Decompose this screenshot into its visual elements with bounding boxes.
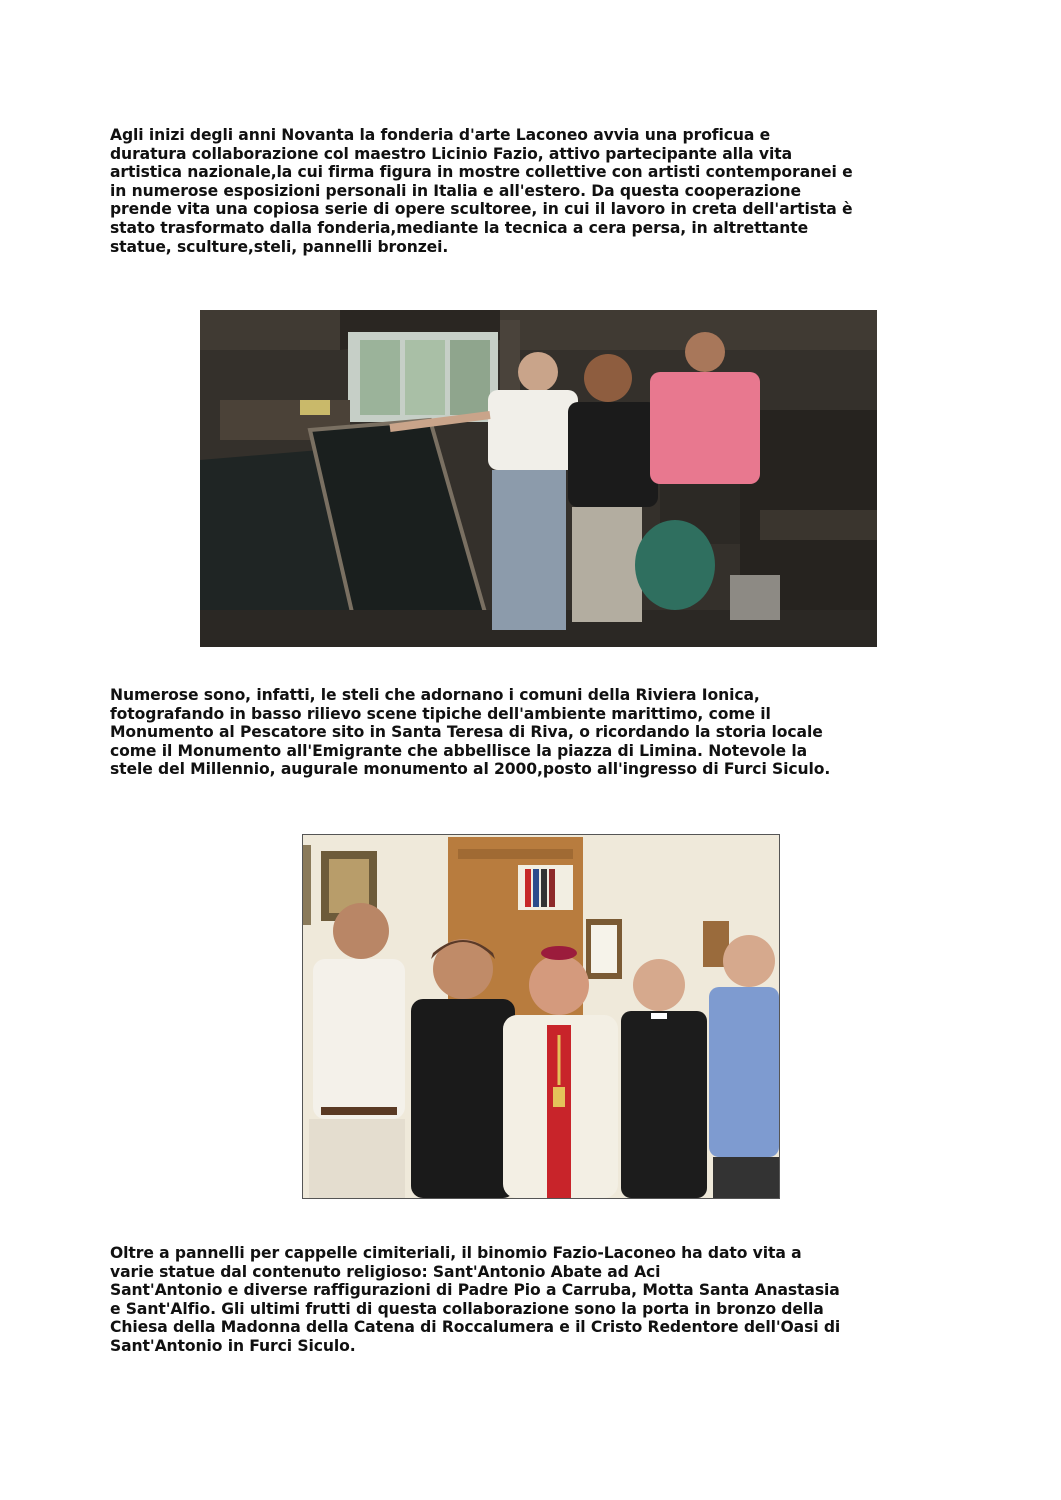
group-photo [302, 834, 780, 1199]
steles-paragraph: Numerose sono, infatti, le steli che adornano i comuni della Riviera Ionica, fotografando in basso rilievo scene tipiche dell'ambiente marittimo, come il Monumento al Pescatore sito in Santa Teresa di Riva, o ricordando la storia locale come il Monumento all'Emigrante che abbellisce la piazza di Limina. Notevole la stele del Millennio, augurale monumento al 2000,posto all'ingresso di Furci Siculo. [110, 686, 831, 779]
intro-paragraph: Agli inizi degli anni Novanta la fonderia d'arte Laconeo avvia una proficua e duratura collaborazione col maestro Licinio Fazio, attivo partecipante alla vita artistica nazionale,la cui firma figura in mostre collettive con artisti contemporanei e in numerose esposizioni personali in Italia e all'estero. Da questa cooperazione prende vita una copiosa serie di opere scultoree, in cui il lavoro in creta dell'artista è stato trasformato dalla fonderia,mediante la tecnica a cera persa, in altrettante statue, sculture,steli, pannelli bronzei. [110, 126, 853, 256]
religious-statues-paragraph: Oltre a pannelli per cappelle cimiteriali, il binomio Fazio-Laconeo ha dato vita a varie statue dal contenuto religioso: Sant'Antonio Abate ad Aci Sant'Antonio e diverse raffigurazioni di Padre Pio a Carruba, Motta Santa Anastasia e Sant'Alfio. Gli ultimi frutti di questa collaborazione sono la porta in bronzo della Chiesa della Madonna della Catena di Roccalumera e il Cristo Redentore dell'Oasi di Sant'Antonio in Furci Siculo. [110, 1244, 841, 1355]
workshop-photo [200, 310, 877, 647]
